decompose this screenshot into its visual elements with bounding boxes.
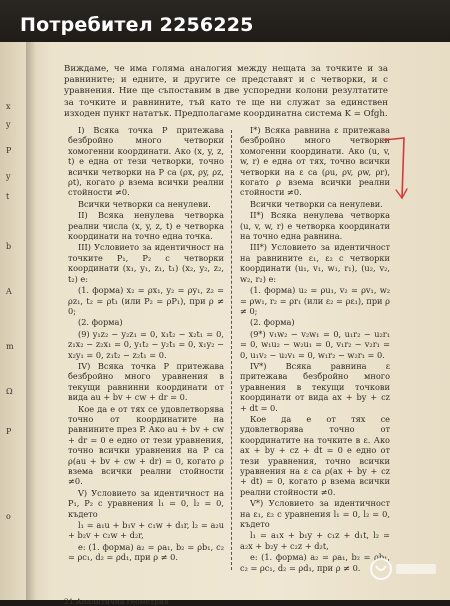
column-divider	[231, 130, 232, 570]
seller-username[interactable]: Потребител 2256225	[20, 14, 254, 36]
point-formula: (2. форма)	[78, 317, 123, 328]
point-statement: III) Условието за идентичност на точките P₁, P₂ с четворки координати (x₁, y₁, z₁, t₁) (x₂, y₂, z₂, t₂) е:	[68, 242, 224, 284]
point-statement: V) Условието за идентичност на P₁, P₂ с уравнения l₁ = 0, l₂ = 0, където	[68, 487, 224, 519]
page-gutter-shadow	[26, 42, 36, 600]
plane-formula: е: (1. форма) a₂ = ρa₁, b₂ = ρb₁, c₂ = ρc₁, d₂ = ρd₁, при ρ ≠ 0.	[240, 552, 390, 573]
point-statement: IV) Всяка точка P притежава безбройно много уравнения в текущи равнинни координати от вида au + bv + cw + dr = 0.	[68, 360, 224, 403]
plane-statement: II*) Всяка ненулева четворка (u, v, w, r) е четворка координати на точно една равнина.	[240, 210, 390, 242]
margin-char: Ω	[6, 387, 13, 396]
plane-formula: l₁ = a₁x + b₁y + c₁z + d₁t, l₂ = a₂x + b₂y + c₂z + d₂t,	[240, 530, 390, 551]
margin-char: P	[6, 427, 12, 436]
margin-char: t	[6, 192, 10, 201]
margin-char: x	[6, 102, 11, 111]
intro-paragraph: Виждаме, че има голяма аналогия между нещата за точките и за равнините; и едните, и другите се представят и с четворки, и с уравнения. Ние ще съпоставим в две успоредни колони резултатите за точките и равнините, тъй като те ще ни служат за единствен изходен пункт нататък. Предполагаме координатна система K = Ofgh.	[64, 64, 388, 119]
planes-column	[240, 125, 390, 574]
margin-char: y	[6, 120, 11, 129]
margin-char: o	[6, 512, 11, 521]
marketplace-watermark-icon	[368, 556, 442, 582]
plane-statement: Всички четворки са ненулеви.	[250, 198, 383, 209]
plane-formula: (9*) v₁w₂ − v₂w₁ = 0, u₁r₂ − u₂r₁ = 0, w₁u₂ − w₂u₁ = 0, v₁r₂ − v₂r₁ = 0, u₁v₂ − u₂v₁ = 0, w₁r₂ − w₂r₁ = 0.	[240, 328, 390, 360]
plane-statement: Кое да е от тях се удовлетворява точно от координатите на точките в ε. Ако ax + by + cz + dt = 0 е едно от тези уравнения, точно всички уравнения на ε са ρ(ax + by + cz + dt) = 0, когато ρ взема всички реални стойности ≠0.	[240, 413, 390, 497]
margin-char: A	[6, 287, 12, 296]
point-formula: е: (1. форма) a₂ = ρa₁, b₂ = ρb₁, c₂ = ρc₁, d₂ = ρd₁, при ρ ≠ 0.	[68, 541, 224, 563]
plane-statement: III*) Условието за идентичност на равнините ε₁, ε₂ с четворки координати (u₁, v₁, w₁, r₁), (u₂, v₂, w₂, r₂) е:	[240, 242, 390, 284]
plane-statement: IV*) Всяка равнина ε притежава безбройно много уравнения в текущи точкови координати от вида ax + by + cz + dt = 0.	[240, 360, 390, 413]
plane-statement: V*) Условието за идентичност на ε₁, ε₂ с уравнения l₁ = 0, l₂ = 0, където	[240, 498, 390, 530]
point-statement: II) Всяка ненулева четворка реални числа (x, y, z, t) е четворка координати на точно една точка.	[68, 210, 224, 242]
point-statement: Всички четворки са ненулеви.	[78, 198, 211, 209]
margin-char: m	[6, 342, 14, 351]
margin-char: b	[6, 242, 12, 251]
book-page	[26, 42, 450, 606]
plane-formula: (1. форма) u₂ = ρu₁, v₂ = ρv₁, w₂ = ρw₁, r₂ = ρr₁ (или ε₂ = ρε₁), при ρ ≠ 0;	[240, 285, 390, 316]
point-statement: Кое да е от тях се удовлетворява точно от координатите на равнините през P. Ако au + bv + cw + dr = 0 е едно от тези уравнения, точно всички уравнения на P са ρ(au + bv + cw + dr) = 0, когато ρ взема всички реални стойности ≠0.	[68, 403, 224, 487]
red-pen-mark-icon	[382, 134, 410, 204]
plane-formula: (2. форма)	[250, 317, 295, 328]
margin-char: y	[6, 172, 11, 181]
point-formula: (1. форма) x₂ = ρx₁, y₂ = ρy₁, z₂ = ρz₁, t₂ = ρt₁ (или P₂ = ρP₁), при ρ ≠ 0;	[68, 285, 224, 316]
point-formula: l₁ = a₁u + b₁v + c₁w + d₁r, l₂ = a₂u + b₂v + c₂w + d₂r,	[68, 520, 224, 541]
point-formula: (9) y₁z₂ − y₂z₁ = 0, x₁t₂ − x₂t₁ = 0, z₁x₂ − z₂x₁ = 0, y₁t₂ − y₂t₁ = 0, x₁y₂ − x₂y₁ = 0, z₁t₂ − z₂t₁ = 0.	[68, 328, 224, 360]
left-page-edge	[0, 42, 26, 600]
plane-statement: I*) Всяка равнина ε притежава безбройно много четворки хомогенни координати. Ако (u, v, w, r) е една от тях, точно всички четворки на ε са (ρu, ρv, ρw, ρr), когато ρ взема всички реални стойности ≠0.	[240, 125, 390, 198]
page-footer: 21 Аналитична геометрия	[64, 597, 169, 606]
point-statement: I) Всяка точка P притежава безбройно много четворки хомогенни координати. Ако (x, y, z, t) е една от тези четворки, точно всички четворки на P са (ρx, ρy, ρz, ρt), когато ρ взема всички реални стойности ≠0.	[68, 125, 224, 198]
points-column	[68, 125, 224, 564]
margin-char: P	[6, 146, 12, 155]
listing-banner	[0, 0, 450, 42]
